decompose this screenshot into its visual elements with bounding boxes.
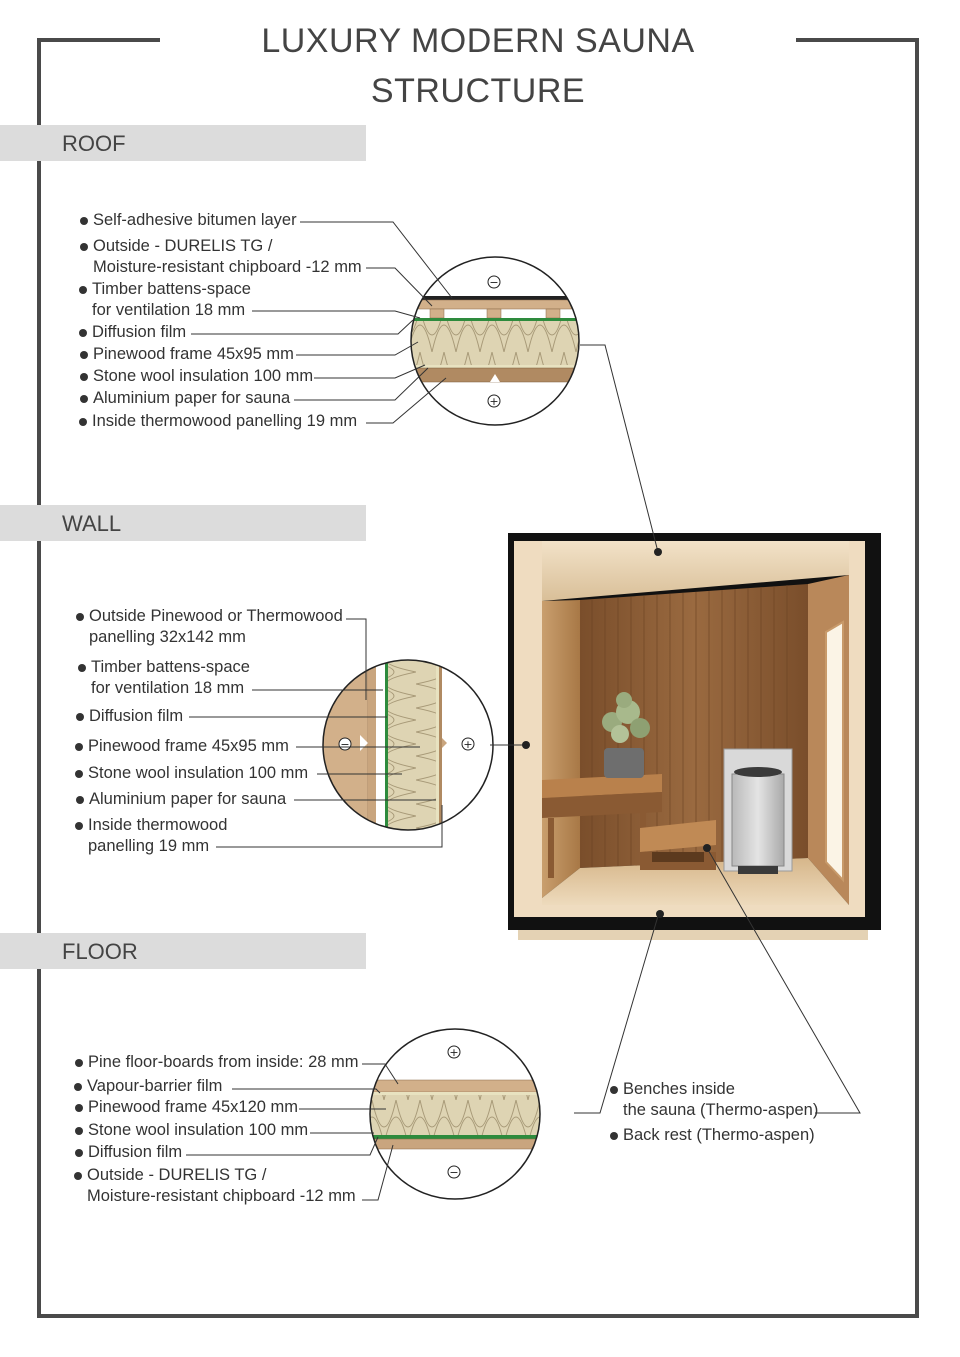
floor-cross-section — [360, 1080, 550, 1149]
roof-heading: ROOF — [62, 131, 126, 156]
roof-layer-label: Timber battens-space for ventilation 18 mm — [92, 279, 251, 321]
roof-layer-label: Inside thermowood panelling 19 mm — [92, 411, 357, 432]
plus-icon: + — [489, 395, 499, 408]
roof-layer-label: Stone wool insulation 100 mm — [93, 366, 313, 387]
plus-icon: + — [463, 738, 473, 751]
wall-layer-label: Diffusion film — [89, 706, 183, 727]
wall-layer-label: Stone wool insulation 100 mm — [88, 763, 308, 784]
wall-layer-label: Outside Pinewood or Thermowood panelling 32x142 mm — [89, 606, 343, 648]
wall-layer-label: Inside thermowood panelling 19 mm — [88, 815, 227, 857]
page-title: LUXURY MODERN SAUNA STRUCTURE — [160, 16, 796, 66]
floor-layer-label: Stone wool insulation 100 mm — [88, 1120, 308, 1141]
floor-layer-label: Pine floor-boards from inside: 28 mm — [88, 1052, 359, 1073]
floor-heading: FLOOR — [62, 939, 138, 964]
plus-icon: + — [449, 1046, 459, 1059]
floor-layer-label: Diffusion film — [88, 1142, 182, 1163]
wall-layer-label: Pinewood frame 45x95 mm — [88, 736, 289, 757]
minus-icon: − — [449, 1166, 459, 1179]
roof-layer-label: Self-adhesive bitumen layer — [93, 210, 297, 231]
wall-layer-label: Aluminium paper for sauna — [89, 789, 286, 810]
roof-layer-label: Diffusion film — [92, 322, 186, 343]
interior-item-label: Back rest (Thermo-aspen) — [623, 1125, 815, 1146]
floor-leader-lines — [186, 1064, 398, 1200]
wall-heading: WALL — [62, 511, 122, 536]
floor-layer-label: Vapour-barrier film — [87, 1076, 222, 1097]
floor-layer-label: Pinewood frame 45x120 mm — [88, 1097, 298, 1118]
floor-layer-label: Outside - DURELIS TG / Moisture-resistant chipboard -12 mm — [87, 1165, 356, 1207]
roof-layer-label: Outside - DURELIS TG / Moisture-resistant chipboard -12 mm — [93, 236, 362, 278]
sauna-illustration — [508, 533, 881, 940]
wall-layer-label: Timber battens-space for ventilation 18 mm — [91, 657, 250, 699]
roof-layer-label: Aluminium paper for sauna — [93, 388, 290, 409]
interior-item-label: Benches inside the sauna (Thermo-aspen) — [623, 1079, 818, 1121]
minus-icon: − — [340, 738, 350, 751]
roof-layer-label: Pinewood frame 45x95 mm — [93, 344, 294, 365]
minus-icon: − — [489, 276, 499, 289]
